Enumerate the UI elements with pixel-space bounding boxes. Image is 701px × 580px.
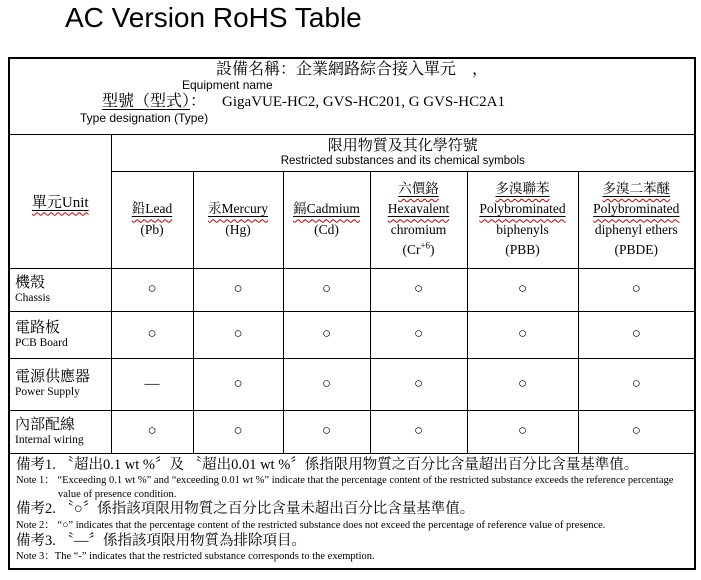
- column-title: 多溴聯苯: [495, 181, 550, 196]
- chromium-charge-superscript: +6: [420, 240, 431, 251]
- mark-cell: [111, 268, 193, 311]
- substances-header-zh: 限用物質及其化學符號: [327, 138, 478, 155]
- equipment-name-en: Equipment name: [182, 78, 273, 93]
- column-subtitle: biphenyls: [496, 221, 549, 237]
- unit-header: 單元Unit: [31, 194, 89, 211]
- row-label-en: Power Supply: [15, 386, 80, 399]
- column-symbol: (Cd): [314, 221, 339, 237]
- mark-cell: [193, 311, 283, 358]
- type-designation-en: Type designation (Type): [80, 110, 209, 125]
- column-header-row: [9, 171, 695, 268]
- compliance-mark: ○: [321, 326, 332, 342]
- row-label-zh: 機殼: [15, 274, 46, 291]
- info-row: [9, 58, 695, 134]
- column-title-en: Polybrominated: [593, 201, 680, 217]
- column-title: 六價鉻: [398, 181, 439, 196]
- column-symbol: (Hg): [225, 221, 251, 237]
- column-header-pbde: [578, 171, 695, 268]
- mark-cell: [467, 268, 578, 311]
- row-label-zh: 電路板: [15, 319, 61, 336]
- row-label-en: Internal wiring: [15, 433, 84, 446]
- mark-cell: [467, 358, 578, 410]
- type-designation-colon: ：: [190, 93, 207, 111]
- compliance-mark: ○: [233, 281, 243, 297]
- mark-cell: [578, 410, 695, 453]
- mark-cell: [578, 311, 695, 358]
- column-symbol: (PBDE): [614, 241, 659, 257]
- row-label-zh: 電源供應器: [15, 369, 91, 386]
- compliance-mark: ○: [233, 375, 243, 392]
- compliance-mark: ○: [413, 281, 424, 297]
- compliance-mark: ○: [631, 423, 641, 439]
- compliance-mark: ○: [147, 326, 157, 342]
- unit-header-cell: [9, 134, 111, 268]
- table-row-internal-wiring: [9, 410, 695, 453]
- compliance-mark: ○: [147, 281, 157, 297]
- mark-cell: [111, 410, 193, 453]
- compliance-mark: ○: [147, 423, 157, 439]
- note-1-en: Note 1： “Exceeding 0.1 wt %” and “exceeding 0.01 wt %” indicate that the percentage content of the restricted substance exceeds the reference percentage value of presence condition.: [16, 475, 674, 500]
- type-designation-label: 型號（型式）: [102, 93, 191, 111]
- column-title: 鎘Cadmium: [293, 201, 360, 217]
- mark-cell: [370, 268, 467, 311]
- mark-cell: [283, 358, 370, 410]
- column-subtitle: chromium: [390, 221, 447, 237]
- row-label: [9, 358, 111, 410]
- rohs-table: [8, 57, 696, 570]
- mark-cell: [111, 358, 193, 410]
- type-designation-value: GigaVUE-HC2, GVS-HC201, G GVS-HC2A1: [222, 94, 505, 111]
- column-header-cadmium: [283, 171, 370, 268]
- column-title-en: Hexavalent: [387, 201, 450, 217]
- table-row-pcb-board: [9, 311, 695, 358]
- column-header-lead: [111, 171, 193, 268]
- compliance-mark: ○: [413, 326, 424, 342]
- mark-cell: [370, 410, 467, 453]
- column-symbol: (Pb): [140, 221, 164, 237]
- compliance-mark: ○: [631, 375, 641, 392]
- compliance-mark: ○: [517, 423, 528, 439]
- mark-cell: [467, 410, 578, 453]
- mark-cell: [370, 358, 467, 410]
- column-header-hex-chromium: [370, 171, 467, 268]
- equipment-name-zh: 設備名稱：企業網路綜合接入單元 ，: [216, 61, 489, 78]
- unit-header-wavy: [32, 195, 89, 211]
- compliance-mark: ○: [631, 281, 641, 297]
- compliance-mark: ○: [233, 326, 243, 342]
- mark-cell: [111, 311, 193, 358]
- compliance-mark: ○: [321, 281, 332, 297]
- mark-cell: [193, 410, 283, 453]
- substances-header-row: [9, 134, 695, 171]
- column-header-pbb: [467, 171, 578, 268]
- compliance-mark: ○: [413, 423, 424, 439]
- row-label: [9, 410, 111, 453]
- compliance-mark: ○: [233, 423, 243, 439]
- column-symbol: (PBB): [505, 241, 540, 257]
- compliance-mark: ○: [321, 423, 332, 439]
- note-2-en: Note 2： “○” indicates that the percentage content of the restricted substance does not exceed the percentage of reference value of presence.: [16, 520, 606, 532]
- mark-cell: [370, 311, 467, 358]
- mark-cell: [283, 268, 370, 311]
- table-row-chassis: [9, 268, 695, 311]
- type-designation-zh: [10, 93, 694, 111]
- mark-cell: [578, 358, 695, 410]
- column-header-mercury: [193, 171, 283, 268]
- note-3-zh: 備考3. 〝—〞係指該項限用物質為排除項目。: [16, 532, 306, 549]
- compliance-mark: ○: [631, 326, 641, 342]
- compliance-mark: ○: [517, 375, 528, 392]
- row-label-en: Chassis: [15, 291, 51, 304]
- mark-cell: [193, 358, 283, 410]
- compliance-mark: ○: [321, 375, 332, 392]
- exemption-mark: —: [144, 375, 160, 392]
- column-subtitle: diphenyl ethers: [594, 221, 678, 237]
- row-label-zh: 內部配線: [15, 416, 76, 433]
- column-title-en: Polybrominated: [479, 201, 566, 217]
- column-title: 汞Mercury: [208, 201, 268, 217]
- column-symbol: $(Cr^{+6})$: [402, 240, 435, 257]
- compliance-mark: ○: [517, 326, 528, 342]
- note-3-en: Note 3：The “-” indicates that the restricted substance corresponds to the exemption.: [16, 551, 375, 563]
- mark-cell: [578, 268, 695, 311]
- mark-cell: [283, 410, 370, 453]
- notes-row: [9, 453, 695, 569]
- substances-header-en: Restricted substances and its chemical symbols: [280, 155, 525, 168]
- info-cell: [9, 58, 695, 134]
- mark-cell: [467, 311, 578, 358]
- column-title: 鉛Lead: [131, 201, 173, 217]
- mark-cell: [193, 268, 283, 311]
- substances-header-cell: [111, 134, 695, 171]
- page-title: AC Version RoHS Table: [65, 2, 362, 33]
- row-label: [9, 311, 111, 358]
- table-row-power-supply: [9, 358, 695, 410]
- compliance-mark: ○: [517, 281, 528, 297]
- mark-cell: [283, 311, 370, 358]
- compliance-mark: ○: [413, 375, 424, 392]
- note-2-zh: 備考2. 〝○〞係指該項限用物質之百分比含量未超出百分比含量基準值。: [16, 501, 475, 518]
- row-label-en: PCB Board: [15, 336, 68, 349]
- notes-cell: [9, 453, 695, 569]
- note-1-zh: 備考1. 〝超出0.1 wt %〞及 〝超出0.01 wt %〞係指限用物質之百分比含量超出百分比含量基準值。: [16, 456, 639, 473]
- row-label: [9, 268, 111, 311]
- column-title: 多溴二苯醚: [602, 181, 671, 196]
